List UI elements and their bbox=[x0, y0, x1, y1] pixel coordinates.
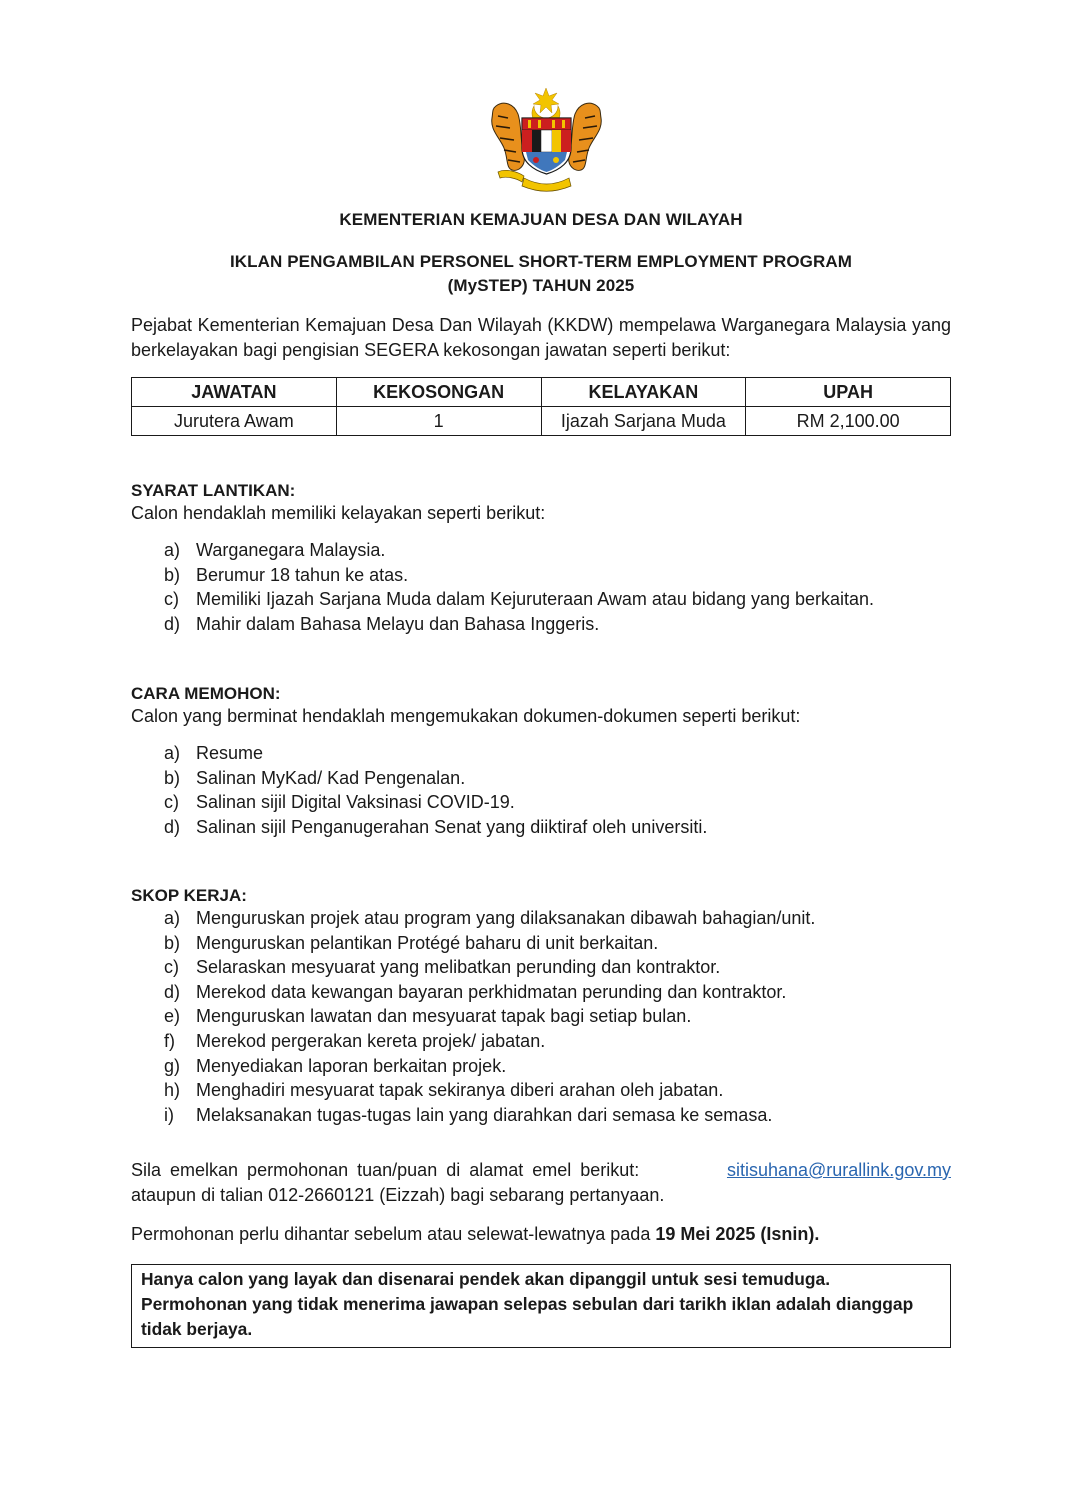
cell-kelayakan: Ijazah Sarjana Muda bbox=[541, 407, 746, 436]
contact-paragraph bbox=[131, 1158, 951, 1208]
section-skop-kerja bbox=[131, 886, 951, 1127]
list-item bbox=[131, 980, 951, 1005]
section-heading: SKOP KERJA: bbox=[131, 886, 247, 905]
list-item-text: Menghadiri mesyuarat tapak sekiranya diberi arahan oleh jabatan. bbox=[196, 1080, 724, 1101]
column-header-kelayakan: KELAYAKAN bbox=[541, 378, 746, 407]
documents-list bbox=[131, 741, 951, 839]
list-item-text: Berumur 18 tahun ke atas. bbox=[196, 564, 409, 585]
cell-jawatan: Jurutera Awam bbox=[132, 407, 337, 436]
cell-upah: RM 2,100.00 bbox=[746, 407, 951, 436]
contact-line-1 bbox=[131, 1158, 951, 1183]
list-item bbox=[131, 1054, 951, 1079]
list-item bbox=[131, 1078, 951, 1103]
contact-prefix: Sila emelkan permohonan tuan/puan di alamat emel berikut: bbox=[131, 1160, 640, 1180]
job-scope-list bbox=[131, 906, 951, 1127]
deadline-date: 19 Mei 2025 (Isnin). bbox=[655, 1224, 820, 1244]
list-item-text: Menyediakan laporan berkaitan projek. bbox=[196, 1055, 507, 1076]
section-lead: Calon hendaklah memiliki kelayakan seperti berikut: bbox=[131, 503, 546, 523]
list-item-text: Salinan sijil Penganugerahan Senat yang diiktiraf oleh universiti. bbox=[196, 816, 708, 837]
title-line-2: (MySTEP) TAHUN 2025 bbox=[447, 276, 635, 295]
list-marker: a) bbox=[164, 743, 181, 763]
list-item bbox=[131, 766, 951, 791]
list-item-text: Merekod pergerakan kereta projek/ jabatan. bbox=[196, 1030, 546, 1051]
requirements-list bbox=[131, 538, 951, 636]
list-marker: d) bbox=[164, 981, 181, 1002]
list-item-text: Selaraskan mesyuarat yang melibatkan perunding dan kontraktor. bbox=[196, 957, 721, 978]
list-item-text: Mahir dalam Bahasa Melayu dan Bahasa Inggeris. bbox=[196, 613, 600, 634]
list-item bbox=[131, 955, 951, 980]
section-heading: SYARAT LANTIKAN: bbox=[131, 481, 296, 500]
list-item-text: Merekod data kewangan bayaran perkhidmatan perunding dan kontraktor. bbox=[196, 981, 787, 1002]
column-header-kekosongan: KEKOSONGAN bbox=[336, 378, 541, 407]
list-marker: h) bbox=[164, 1080, 181, 1101]
list-marker: c) bbox=[164, 957, 179, 978]
list-marker: d) bbox=[164, 613, 181, 634]
list-item bbox=[131, 538, 951, 563]
list-item-text: Warganegara Malaysia. bbox=[196, 540, 386, 560]
cell-kekosongan: 1 bbox=[336, 407, 541, 436]
list-marker: g) bbox=[164, 1055, 181, 1076]
notice-box: Hanya calon yang layak dan disenarai pendek akan dipanggil untuk sesi temuduga. Permohonan yang tidak menerima jawapan selepas sebulan dari tarikh iklan adalah dianggap tidak berjaya. bbox=[131, 1264, 951, 1348]
table-row bbox=[132, 407, 951, 436]
list-marker: e) bbox=[164, 1006, 181, 1027]
section-heading: CARA MEMOHON: bbox=[131, 684, 281, 703]
list-marker: i) bbox=[164, 1104, 174, 1125]
column-header-upah: UPAH bbox=[746, 378, 951, 407]
intro-paragraph: Pejabat Kementerian Kemajuan Desa Dan Wilayah (KKDW) mempelawa Warganegara Malaysia yang berkelayakan bagi pengisian SEGERA kekosongan jawatan seperti berikut: bbox=[131, 315, 951, 360]
list-item bbox=[131, 931, 951, 956]
list-item-text: Menguruskan pelantikan Protégé baharu di unit berkaitan. bbox=[196, 932, 659, 953]
list-marker: a) bbox=[164, 908, 181, 928]
list-marker: b) bbox=[164, 767, 181, 788]
list-item bbox=[131, 741, 951, 766]
list-item-text: Melaksanakan tugas-tugas lain yang diarahkan dari semasa ke semasa. bbox=[196, 1104, 773, 1125]
ministry-name: KEMENTERIAN KEMAJUAN DESA DAN WILAYAH bbox=[339, 210, 743, 229]
section-syarat-lantikan bbox=[131, 481, 951, 636]
list-marker: b) bbox=[164, 564, 181, 585]
list-item bbox=[131, 815, 951, 840]
email-link[interactable]: sitisuhana@rurallink.gov.my bbox=[726, 1160, 951, 1180]
list-item bbox=[131, 563, 951, 588]
list-marker: c) bbox=[164, 792, 179, 813]
column-header-jawatan: JAWATAN bbox=[132, 378, 337, 407]
deadline-prefix: Permohonan perlu dihantar sebelum atau selewat-lewatnya pada bbox=[131, 1224, 651, 1244]
table-header-row bbox=[132, 378, 951, 407]
list-item-text: Memiliki Ijazah Sarjana Muda dalam Kejuruteraan Awam atau bidang yang berkaitan. bbox=[196, 589, 875, 610]
list-item bbox=[131, 1029, 951, 1054]
list-item bbox=[131, 790, 951, 815]
advertisement-title bbox=[131, 250, 951, 298]
list-marker: a) bbox=[164, 540, 181, 560]
contact-line-2: ataupun di talian 012-2660121 (Eizzah) bagi sebarang pertanyaan. bbox=[131, 1185, 665, 1205]
list-marker: c) bbox=[164, 589, 179, 610]
list-item-text: Salinan MyKad/ Kad Pengenalan. bbox=[196, 767, 466, 788]
list-item bbox=[131, 906, 951, 931]
list-item-text: Menguruskan projek atau program yang dilaksanakan dibawah bahagian/unit. bbox=[196, 908, 816, 928]
list-item bbox=[131, 587, 951, 612]
list-item-text: Salinan sijil Digital Vaksinasi COVID-19. bbox=[196, 792, 515, 813]
list-item-text: Resume bbox=[196, 743, 264, 763]
list-marker: d) bbox=[164, 816, 181, 837]
list-item bbox=[131, 612, 951, 637]
list-marker: b) bbox=[164, 932, 181, 953]
section-cara-memohon bbox=[131, 684, 951, 839]
list-item bbox=[131, 1103, 951, 1128]
list-item bbox=[131, 1004, 951, 1029]
list-marker: f) bbox=[164, 1030, 175, 1051]
list-item-text: Menguruskan lawatan dan mesyuarat tapak bagi setiap bulan. bbox=[196, 1006, 692, 1027]
title-line-1: IKLAN PENGAMBILAN PERSONEL SHORT-TERM EMPLOYMENT PROGRAM bbox=[229, 252, 853, 271]
coat-of-arms-emblem bbox=[484, 86, 609, 194]
vacancy-table bbox=[131, 377, 951, 436]
section-lead: Calon yang berminat hendaklah mengemukakan dokumen-dokumen seperti berikut: bbox=[131, 706, 801, 726]
deadline-paragraph bbox=[131, 1222, 951, 1247]
